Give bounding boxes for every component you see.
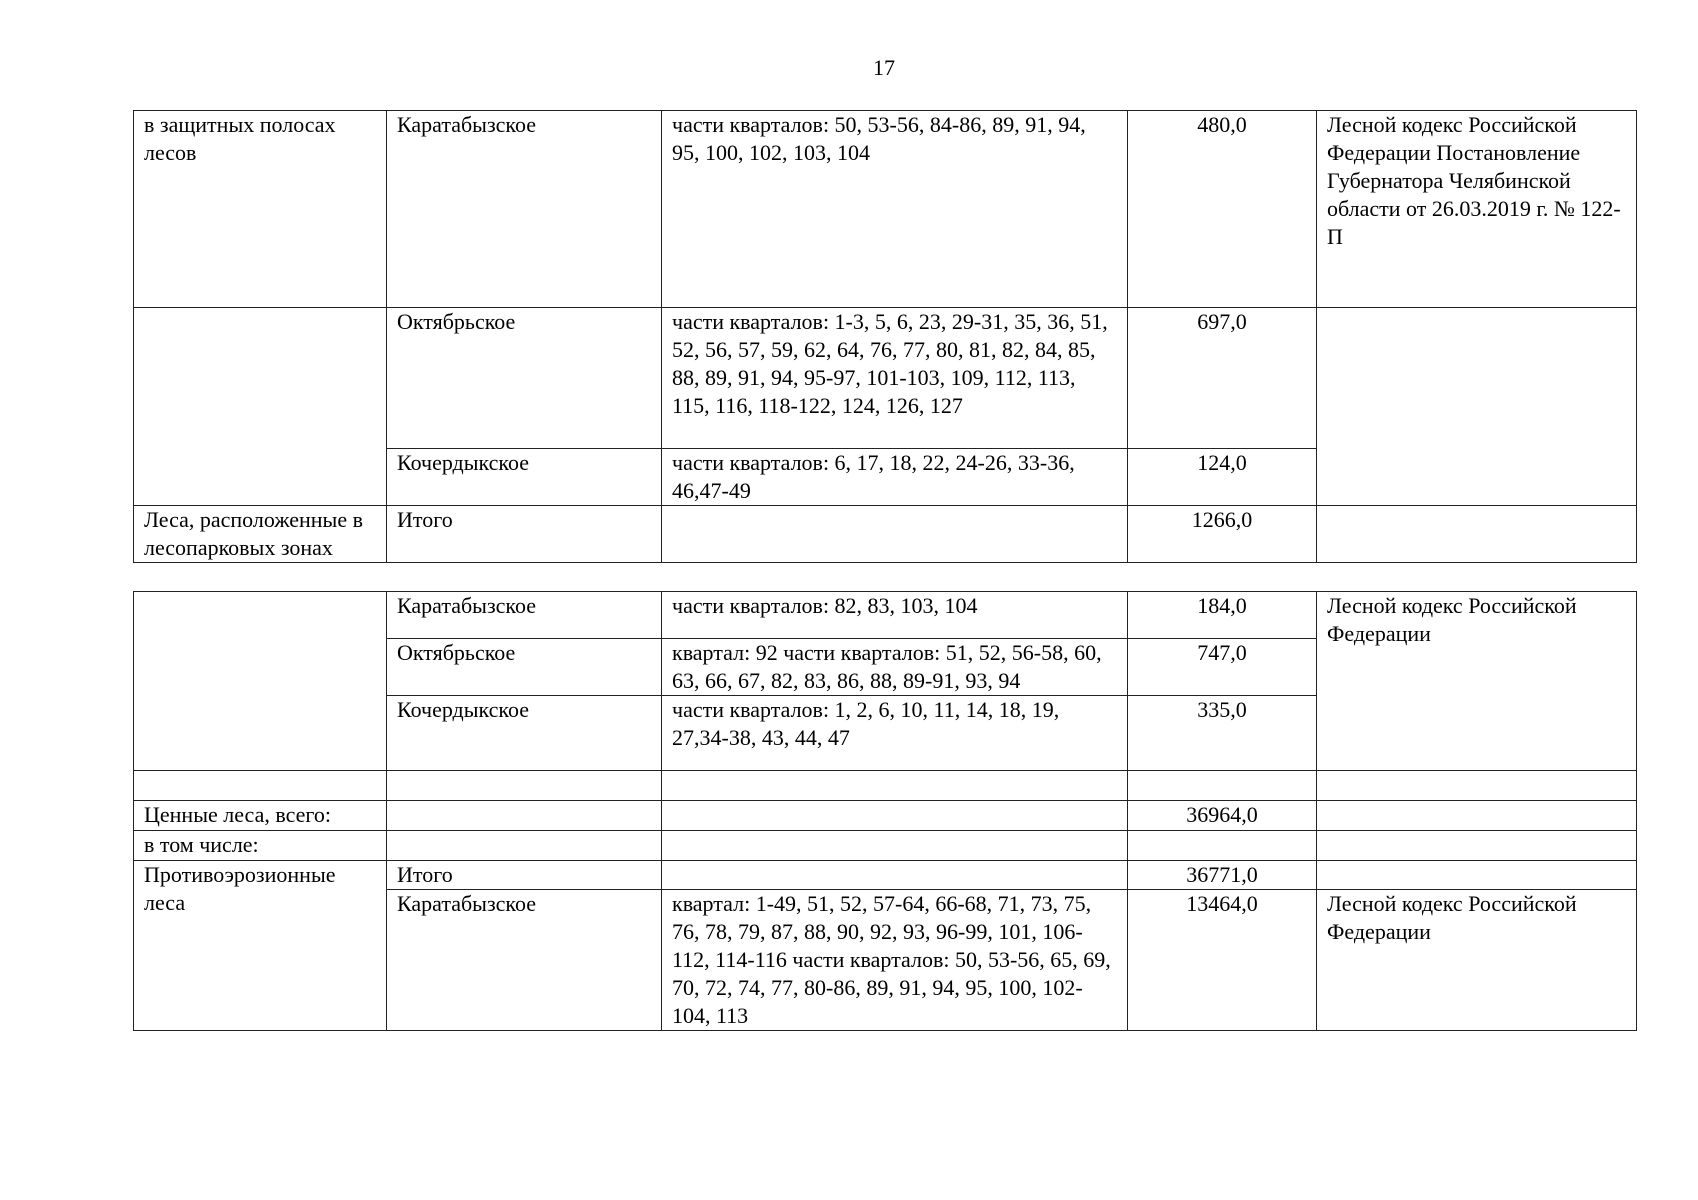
area-cell: 13464,0 <box>1128 890 1317 1031</box>
quarters-cell: части кварталов: 1, 2, 6, 10, 11, 14, 18, 19, 27,34-38, 43, 44, 47 <box>662 696 1128 771</box>
area-cell <box>1128 831 1317 861</box>
quarters-cell <box>662 801 1128 831</box>
basis-cell <box>1317 801 1637 831</box>
category-cell: Ценные леса, всего: <box>134 801 387 831</box>
category-cell <box>134 771 387 801</box>
forestry-cell <box>387 831 662 861</box>
area-cell: 747,0 <box>1128 639 1317 696</box>
category-cell: Леса, расположенные в лесопарковых зонах <box>134 506 387 563</box>
category-cell: в защитных полосах лесов <box>134 111 387 308</box>
area-cell: 184,0 <box>1128 592 1317 639</box>
forestry-cell: Итого <box>387 506 662 563</box>
quarters-cell: части кварталов: 1-3, 5, 6, 23, 29-31, 35, 36, 51, 52, 56, 57, 59, 62, 64, 76, 77, 80, 81, 82, 84, 85, 88, 89, 91, 94, 95-97, 101-103, 109, 112, 113, 115, 116, 118-122, 124, 126, 127 <box>662 308 1128 449</box>
table-row <box>134 861 1637 890</box>
category-cell: в том числе: <box>134 831 387 861</box>
basis-cell: Лесной кодекс Российской Федерации Постановление Губернатора Челябинской области от 26.03.2019 г. № 122-П <box>1317 111 1637 308</box>
forestry-cell: Каратабызское <box>387 111 662 308</box>
basis-cell <box>1317 506 1637 563</box>
table-row <box>134 831 1637 861</box>
table-row <box>134 111 1637 308</box>
forestry-cell: Кочердыкское <box>387 449 662 506</box>
forest-table-upper <box>133 110 1637 563</box>
basis-cell <box>1317 831 1637 861</box>
area-cell: 480,0 <box>1128 111 1317 308</box>
forestry-cell: Каратабызское <box>387 592 662 639</box>
forestry-cell <box>387 771 662 801</box>
area-cell: 36771,0 <box>1128 861 1317 890</box>
area-cell: 697,0 <box>1128 308 1317 449</box>
quarters-cell: части кварталов: 6, 17, 18, 22, 24-26, 33-36, 46,47-49 <box>662 449 1128 506</box>
table-row <box>134 771 1637 801</box>
category-cell <box>134 308 387 506</box>
quarters-cell <box>662 506 1128 563</box>
category-cell: Противоэрозионные леса <box>134 861 387 1031</box>
forestry-cell <box>387 801 662 831</box>
table-row <box>134 308 1637 449</box>
quarters-cell: части кварталов: 82, 83, 103, 104 <box>662 592 1128 639</box>
page-number: 17 <box>873 55 895 80</box>
forestry-cell: Октябрьское <box>387 639 662 696</box>
basis-cell <box>1317 861 1637 890</box>
area-cell: 36964,0 <box>1128 801 1317 831</box>
basis-cell <box>1317 308 1637 506</box>
category-cell <box>134 592 387 771</box>
basis-cell: Лесной кодекс Российской Федерации <box>1317 890 1637 1031</box>
forestry-cell: Итого <box>387 861 662 890</box>
quarters-cell <box>662 771 1128 801</box>
forest-table-lower <box>133 591 1637 1031</box>
area-cell: 124,0 <box>1128 449 1317 506</box>
table-row <box>134 592 1637 639</box>
table-row <box>134 506 1637 563</box>
basis-cell <box>1317 771 1637 801</box>
area-cell: 335,0 <box>1128 696 1317 771</box>
basis-cell: Лесной кодекс Российской Федерации <box>1317 592 1637 771</box>
quarters-cell: квартал: 92 части кварталов: 51, 52, 56-58, 60, 63, 66, 67, 82, 83, 86, 88, 89-91, 93, 94 <box>662 639 1128 696</box>
forestry-cell: Каратабызское <box>387 890 662 1031</box>
area-cell <box>1128 771 1317 801</box>
quarters-cell: квартал: 1-49, 51, 52, 57-64, 66-68, 71, 73, 75, 76, 78, 79, 87, 88, 90, 92, 93, 96-99, 101, 106-112, 114-116 части кварталов: 50, 53-56, 65, 69, 70, 72, 74, 77, 80-86, 89, 91, 94, 95, 100, 102-104, 113 <box>662 890 1128 1031</box>
quarters-cell <box>662 861 1128 890</box>
quarters-cell: части кварталов: 50, 53-56, 84-86, 89, 91, 94, 95, 100, 102, 103, 104 <box>662 111 1128 308</box>
table-row <box>134 801 1637 831</box>
forestry-cell: Кочердыкское <box>387 696 662 771</box>
area-cell: 1266,0 <box>1128 506 1317 563</box>
quarters-cell <box>662 831 1128 861</box>
forestry-cell: Октябрьское <box>387 308 662 449</box>
